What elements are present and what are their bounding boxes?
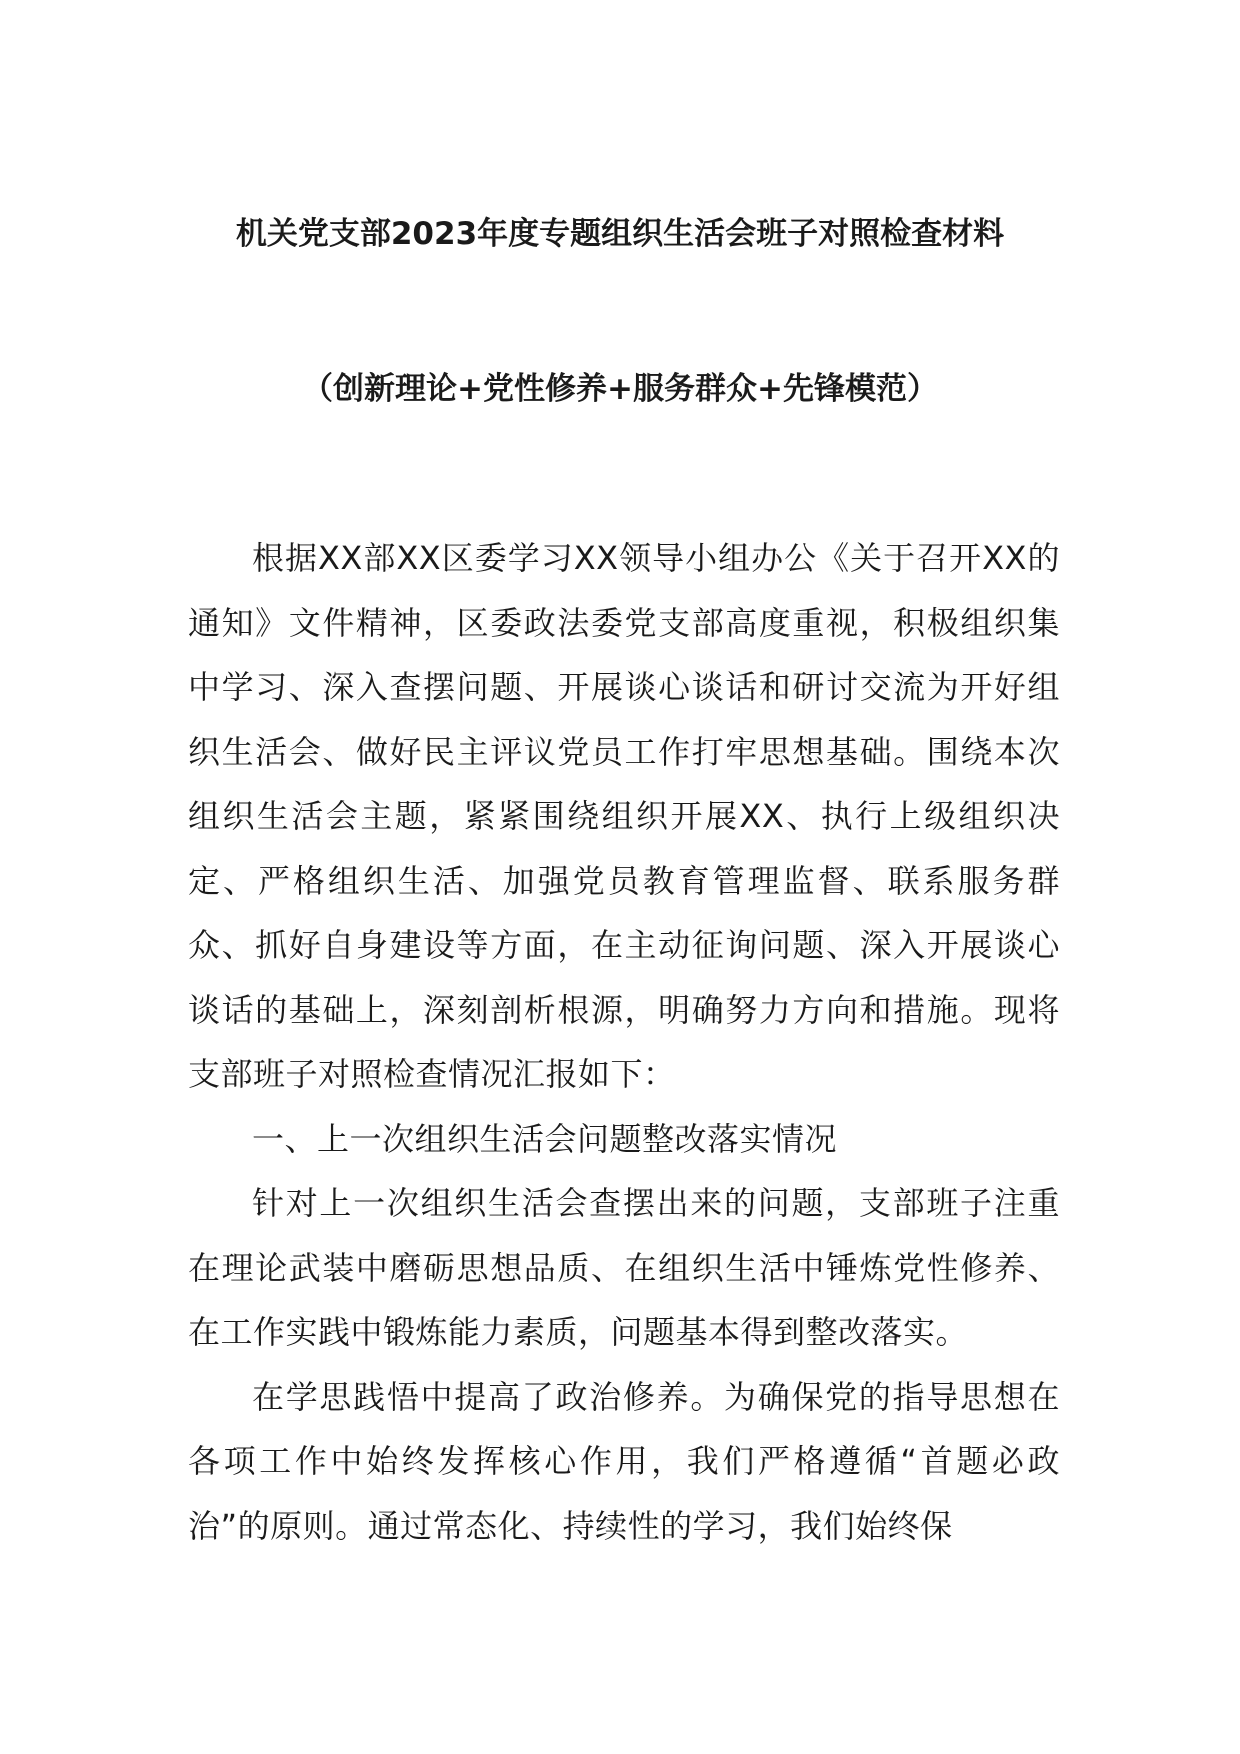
document-body bbox=[188, 526, 1060, 1558]
political-cultivation-paragraph: 在学思践悟中提高了政治修养。为确保党的指导思想在各项工作中始终发挥核心作用，我们严格遵循“首题必政治”的原则。通过常态化、持续性的学习，我们始终保 bbox=[188, 1377, 1060, 1545]
rectification-paragraph: 针对上一次组织生活会查摆出来的问题，支部班子注重在理论武装中磨砺思想品质、在组织生活中锤炼党性修养、在工作实践中锻炼能力素质，问题基本得到整改落实。 bbox=[188, 1184, 1060, 1351]
document-title: 机关党支部2023年度专题组织生活会班子对照检查材料 bbox=[235, 216, 1005, 252]
intro-paragraph: 根据XX部XX区委学习XX领导小组办公《关于召开XX的通知》文件精神，区委政法委党支部高度重视，积极组织集中学习、深入查摆问题、开展谈心谈话和研讨交流为开好组织生活会、做好民主评议党员工作打牢思想基础。围绕本次组织生活会主题，紧紧围绕组织开展XX、执行上级组织决定、严格组织生活、加强党员教育管理监督、联系服务群众、抓好自身建设等方面，在主动征询问题、深入开展谈心谈话的基础上，深刻剖析根源，明确努力方向和措施。现将支部班子对照检查情况汇报如下： bbox=[188, 539, 1060, 1093]
section-heading-1: 一、上一次组织生活会问题整改落实情况 bbox=[252, 1119, 838, 1158]
document-subtitle: （创新理论+党性修养+服务群众+先锋模范） bbox=[302, 371, 938, 407]
